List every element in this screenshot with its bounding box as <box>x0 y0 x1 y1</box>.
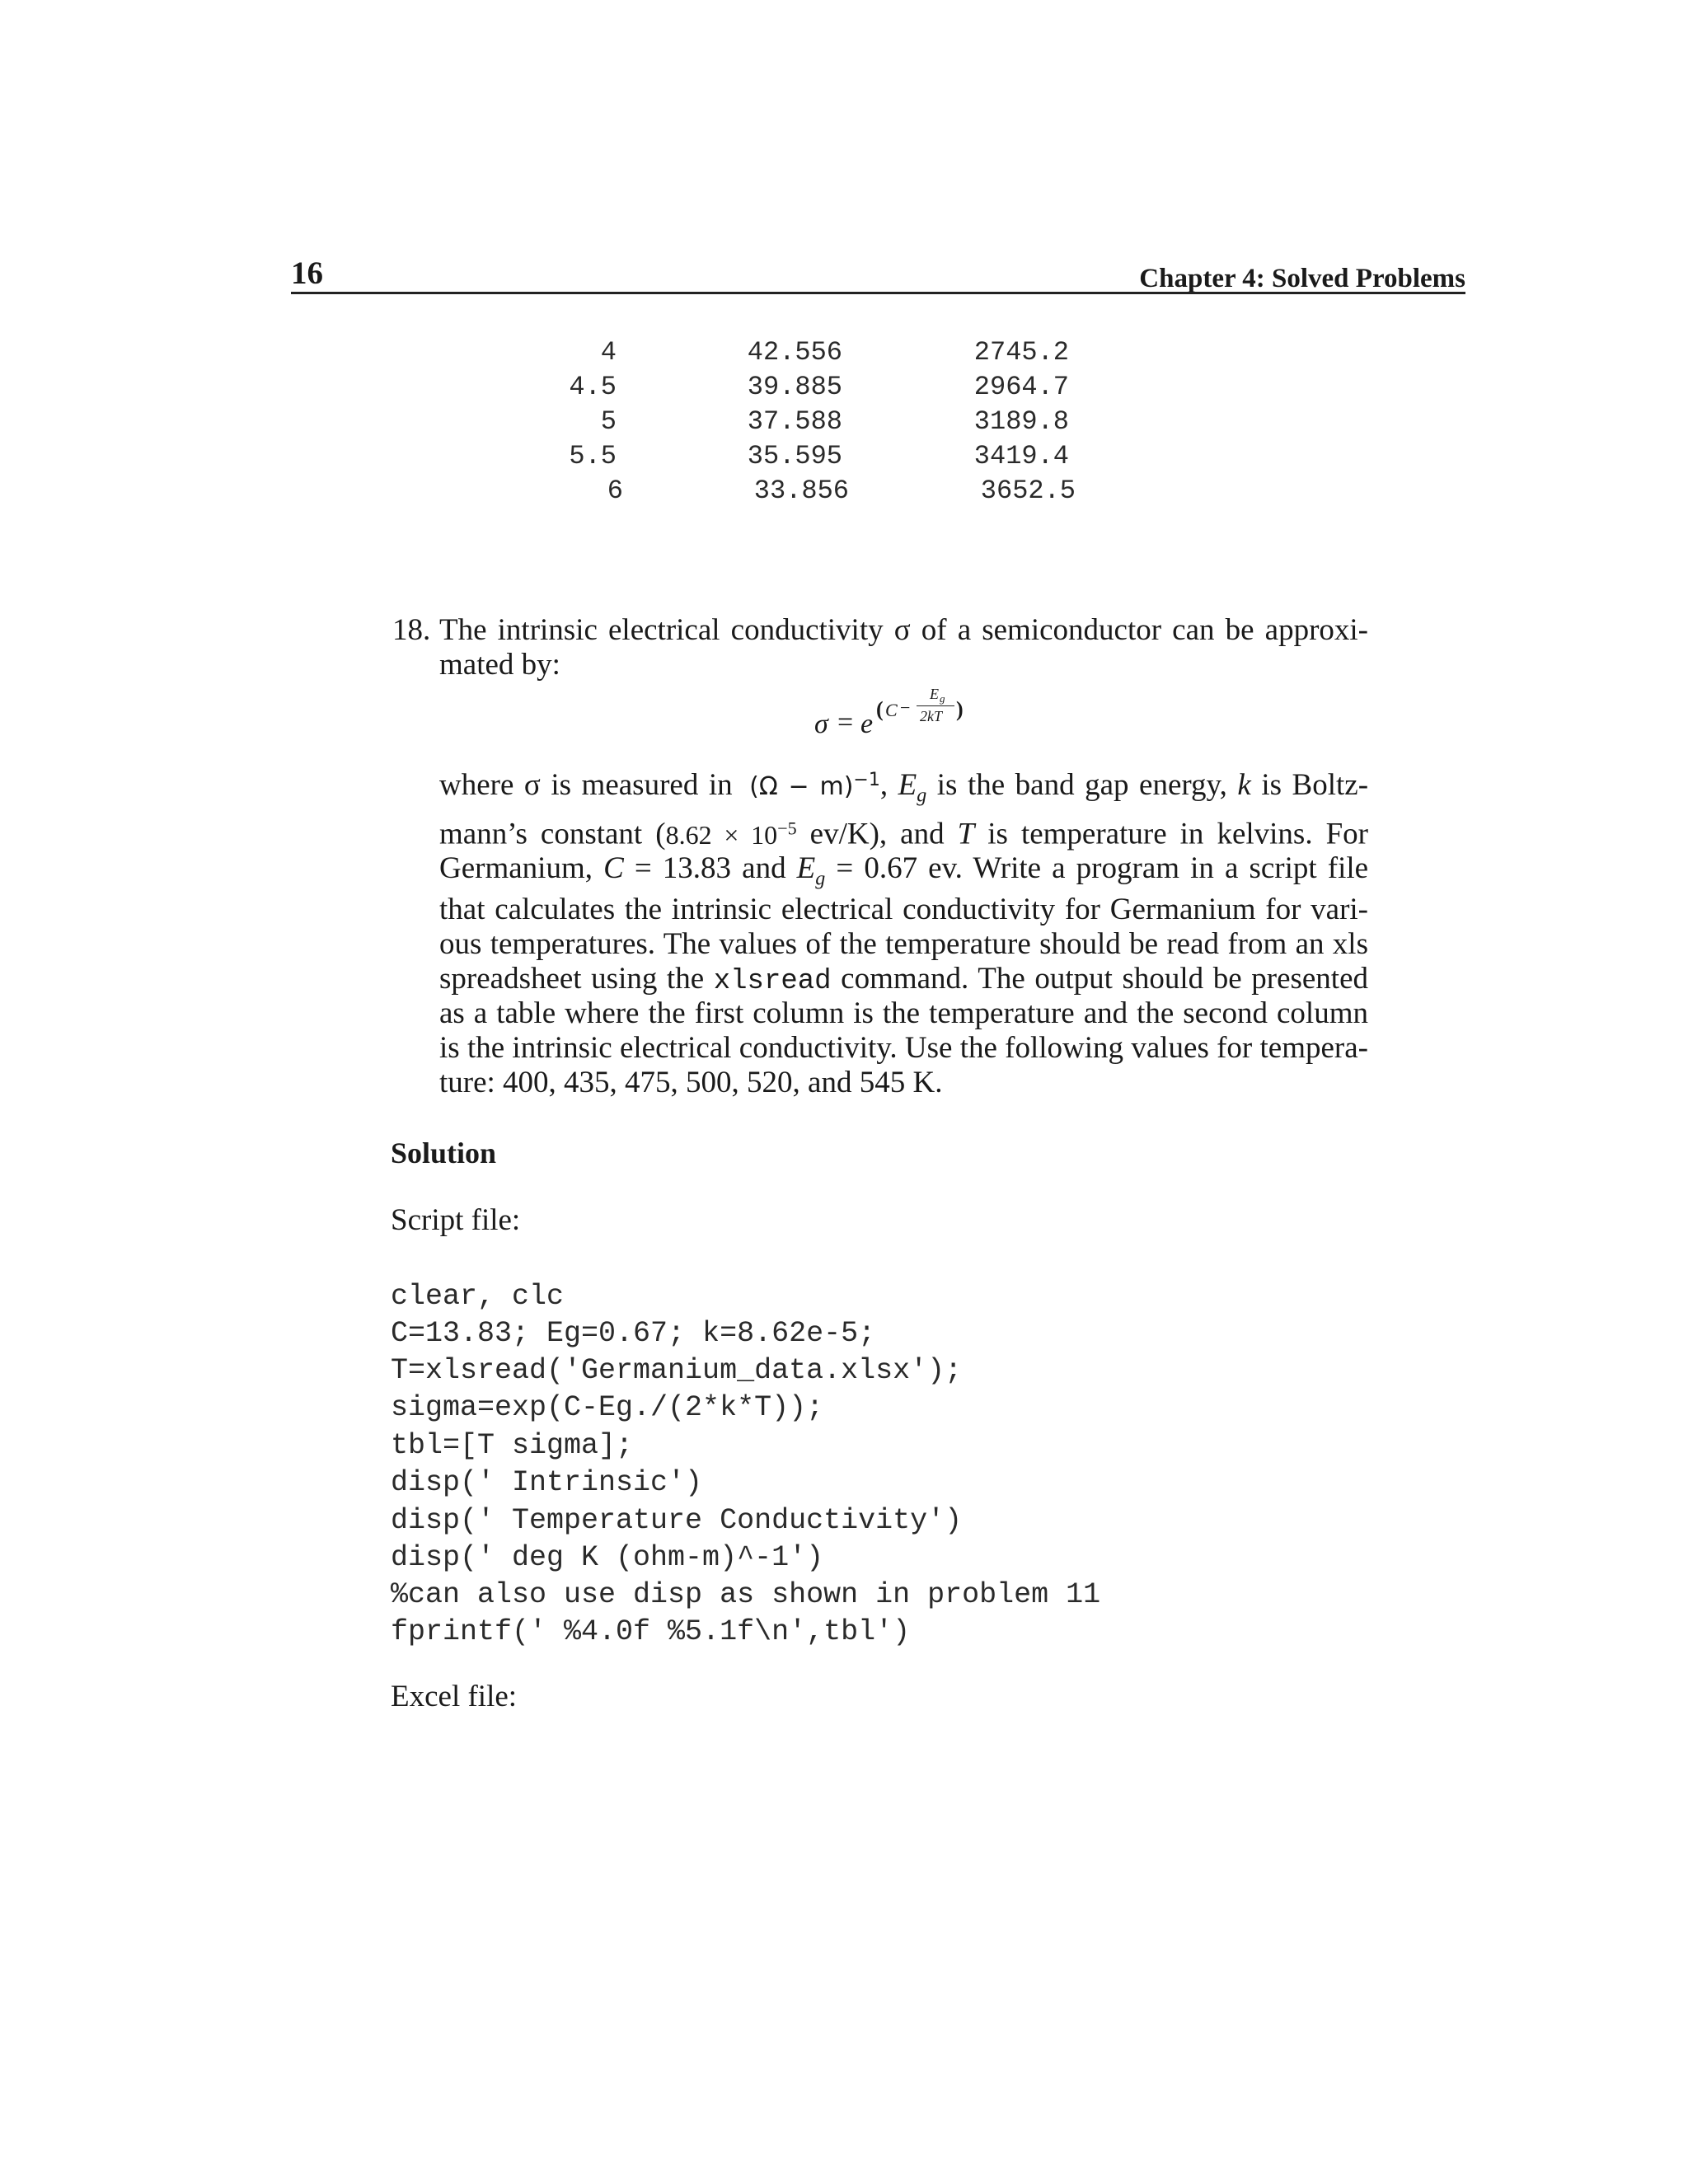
symbol-e: E <box>796 851 816 885</box>
table-cell: 39.885 <box>747 372 842 402</box>
results-table <box>0 0 1688 577</box>
unit-exponent: −1 <box>853 770 880 790</box>
table-cell: 6 <box>607 476 623 506</box>
text-fragment: command. The output should be presented <box>841 962 1369 996</box>
code-line: clear, clc <box>391 1280 565 1313</box>
code-line: C=13.83; Eg=0.67; k=8.62e-5; <box>391 1317 876 1350</box>
unit-ohm-m <box>749 772 880 801</box>
symbol-t: T <box>957 817 975 851</box>
text-fragment: Germanium, <box>439 851 593 885</box>
where-line-5: ous temperatures. The values of the temperature should be read from an xls <box>439 927 1368 961</box>
equation-equals: = <box>837 707 854 738</box>
equation-exp-minus: − <box>900 697 911 718</box>
equation-exp-open: ( <box>876 697 884 721</box>
table-cell: 37.588 <box>747 406 842 437</box>
table-cell: 2745.2 <box>973 337 1069 368</box>
symbol-e: E <box>898 768 917 802</box>
symbol-sub-g: g <box>917 785 927 807</box>
table-cell: 5 <box>600 406 617 437</box>
table-cell: 3652.5 <box>980 476 1076 506</box>
symbol-k: k <box>1237 768 1251 802</box>
running-head: Chapter 4: Solved Problems <box>1139 264 1465 293</box>
where-line-7: as a table where the first column is the temperature and the second column <box>439 996 1368 1030</box>
equation-fraction-bar <box>917 705 954 706</box>
table-cell: 4 <box>600 337 617 368</box>
code-line: %can also use disp as shown in problem 11 <box>391 1578 1101 1611</box>
constant-exponent: −5 <box>777 818 797 838</box>
table-cell: 3419.4 <box>973 441 1069 471</box>
equation-frac-den: 2kT <box>920 708 942 724</box>
constant-text: 8.62 × 10 <box>665 819 778 850</box>
table-cell: 35.595 <box>747 441 842 471</box>
code-line: disp(' deg K (ohm-m)^-1') <box>391 1541 824 1574</box>
text-fragment: spreadsheet using the <box>439 962 705 996</box>
text-fragment: ev/K), and <box>809 817 945 851</box>
symbol-eg <box>898 768 927 807</box>
where-line-6 <box>439 962 1368 999</box>
table-cell: 3189.8 <box>973 406 1069 437</box>
where-line-9: ture: 400, 435, 475, 500, 520, and 545 K. <box>439 1066 943 1099</box>
text-fragment: mann’s constant ( <box>439 817 666 851</box>
text-fragment: is temperature in kelvins. For <box>987 817 1369 851</box>
equation-exp-c: C <box>885 700 898 720</box>
boltzmann-constant <box>666 820 797 850</box>
equation-frac-num: E <box>930 686 939 702</box>
symbol-c: C <box>603 851 624 885</box>
table-cell: 2964.7 <box>973 372 1069 402</box>
text-fragment: = 0.67 ev. Write a program in a script file <box>836 851 1369 885</box>
script-file-label: Script file: <box>391 1203 521 1237</box>
code-line: disp(' Intrinsic') <box>391 1466 703 1499</box>
where-line-2 <box>439 811 1368 852</box>
table-cell: 4.5 <box>569 372 617 402</box>
where-line-8: is the intrinsic electrical conductivity. Use the following values for tempera- <box>439 1031 1368 1065</box>
symbol-eg <box>796 851 826 890</box>
text-fragment: is Boltz- <box>1261 768 1369 802</box>
code-line: fprintf(' %4.0f %5.1f\n',tbl') <box>391 1615 911 1648</box>
table-cell: 42.556 <box>747 337 842 368</box>
problem-intro-line: mated by: <box>439 648 560 682</box>
unit-text: (Ω − m) <box>749 772 854 801</box>
where-line-3 <box>439 851 1368 896</box>
text-fragment: , <box>879 768 889 802</box>
code-line: disp(' Temperature Conductivity') <box>391 1504 963 1537</box>
table-cell: 5.5 <box>569 441 617 471</box>
code-line: tbl=[T sigma]; <box>391 1429 634 1462</box>
where-line-4: that calculates the intrinsic electrical conductivity for Germanium for vari- <box>439 893 1368 926</box>
problem-number: 18. <box>392 613 431 647</box>
equation-exp-close: ) <box>956 697 964 721</box>
text-fragment: = 13.83 and <box>634 851 786 885</box>
table-cell: 33.856 <box>753 476 849 506</box>
conductivity-equation <box>814 686 1012 743</box>
symbol-sub-g: g <box>815 868 826 890</box>
text-fragment: is the band gap energy, <box>936 768 1227 802</box>
page-number: 16 <box>291 255 323 291</box>
equation-frac-num-sub: g <box>940 692 945 705</box>
where-line-1 <box>439 763 1368 813</box>
text-fragment: where σ is measured in <box>439 768 733 802</box>
equation-base-e: e <box>860 709 874 739</box>
solution-heading: Solution <box>391 1137 497 1169</box>
equation-sigma: σ <box>814 709 828 739</box>
excel-file-label: Excel file: <box>391 1680 518 1713</box>
code-line: sigma=exp(C-Eg./(2*k*T)); <box>391 1391 824 1424</box>
inline-code-xlsread: xlsread <box>713 966 832 997</box>
code-line: T=xlsread('Germanium_data.xlsx'); <box>391 1354 963 1387</box>
problem-intro-line: The intrinsic electrical conductivity σ of a semiconductor can be approxi- <box>439 613 1368 647</box>
